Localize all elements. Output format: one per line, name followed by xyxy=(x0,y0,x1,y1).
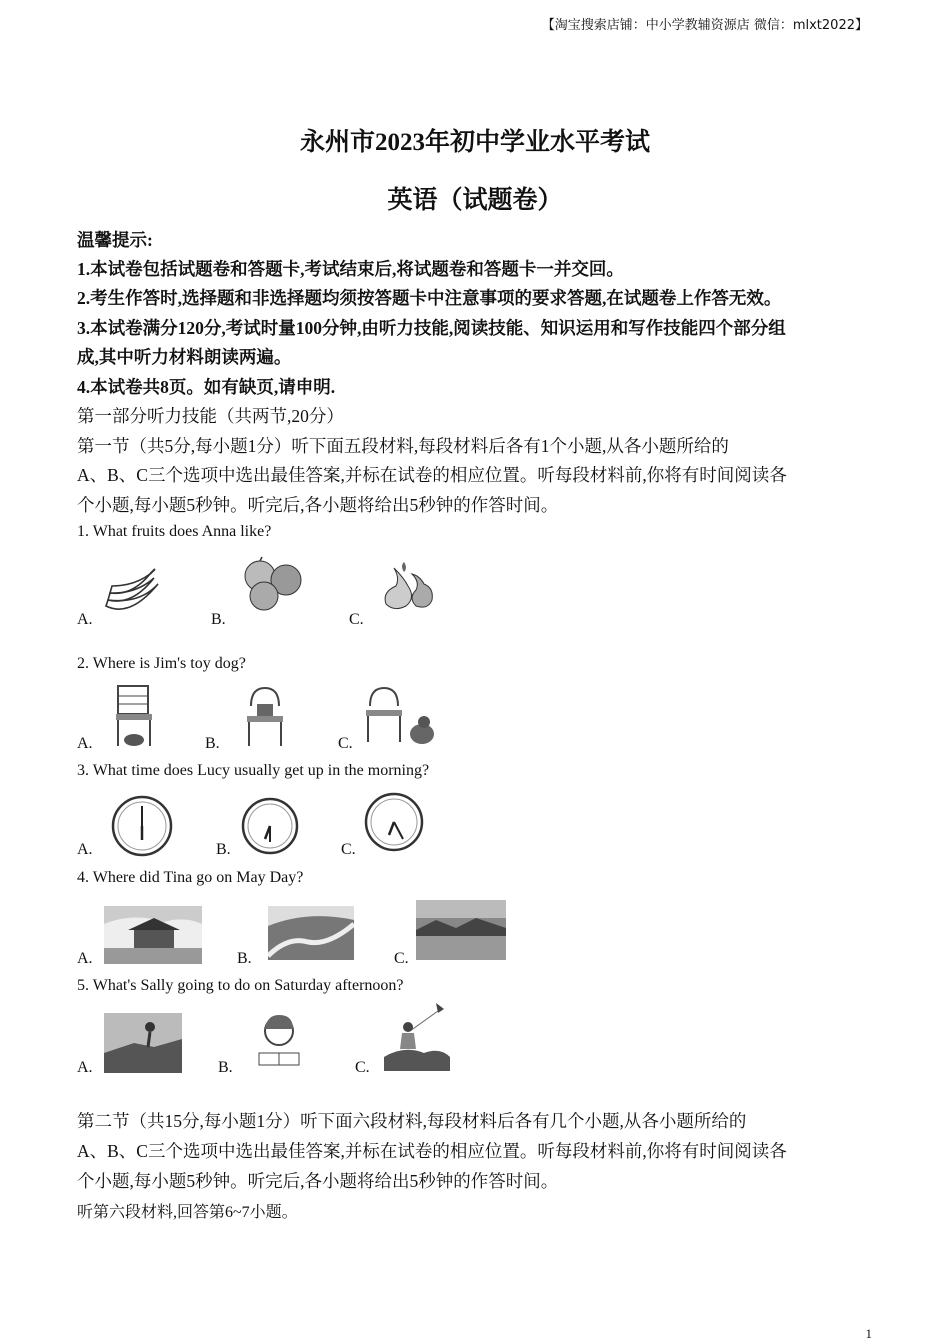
girl-reading-icon xyxy=(253,1011,305,1071)
section2-line-1: 第二节（共15分,每小题1分）听下面六段材料,每段材料后各有几个小题,从各小题所给的 xyxy=(77,1111,747,1131)
question-5: 5. What's Sally going to do on Saturday afternoon? xyxy=(77,977,404,994)
question-2: 2. Where is Jim's toy dog? xyxy=(77,655,246,672)
question-1: 1. What fruits does Anna like? xyxy=(77,523,272,540)
option-4a-label: A. xyxy=(77,950,93,967)
climbing-photo xyxy=(104,1013,182,1073)
tip-2: 2.考生作答时,选择题和非选择题均须按答题卡中注意事项的要求答题,在试题卷上作答无效。 xyxy=(77,288,782,308)
tip-3-cont: 成,其中听力材料朗读两遍。 xyxy=(77,347,292,367)
tiananmen-photo xyxy=(104,906,202,964)
tip-1: 1.本试卷包括试题卷和答题卡,考试结束后,将试题卷和答题卡一并交回。 xyxy=(77,259,624,279)
apples-icon xyxy=(240,556,306,612)
option-1b-label: B. xyxy=(211,611,226,628)
lake-photo xyxy=(416,900,506,960)
clock-b-icon xyxy=(240,796,300,856)
chair-dog-on-icon xyxy=(243,686,288,748)
section1-line-1: 第一节（共5分,每小题1分）听下面五段材料,每段材料后各有1个小题,从各小题所给的 xyxy=(77,436,729,456)
section1-line-3: 个小题,每小题5秒钟。听完后,各小题将给出5秒钟的作答时间。 xyxy=(77,495,559,515)
tips-title: 温馨提示: xyxy=(77,230,153,250)
clock-c-icon xyxy=(363,791,425,853)
option-5b-label: B. xyxy=(218,1059,233,1076)
question-3: 3. What time does Lucy usually get up in the morning? xyxy=(77,762,430,779)
exam-title: 永州市2023年初中学业水平考试 xyxy=(299,129,650,156)
great-wall-photo xyxy=(268,906,354,960)
option-3a-label: A. xyxy=(77,841,93,858)
option-4b-label: B. xyxy=(237,950,252,967)
question-4: 4. Where did Tina go on May Day? xyxy=(77,869,304,886)
tip-3: 3.本试卷满分120分,考试时量100分钟,由听力技能,阅读技能、知识运用和写作技能四个部分组 xyxy=(77,318,786,338)
exam-subtitle: 英语（试题卷） xyxy=(387,187,563,214)
option-1c-label: C. xyxy=(349,611,364,628)
section2-line-2: A、B、C三个选项中选出最佳答案,并标在试卷的相应位置。听每段材料前,你将有时间阅读各 xyxy=(77,1141,787,1161)
clock-a-icon xyxy=(110,794,174,858)
option-2c-label: C. xyxy=(338,735,353,752)
option-5c-label: C. xyxy=(355,1059,370,1076)
page-number: 1 xyxy=(865,1326,872,1341)
chair-dog-beside-icon xyxy=(364,680,442,746)
tip-4: 4.本试卷共8页。如有缺页,请申明. xyxy=(77,377,336,397)
option-5a-label: A. xyxy=(77,1059,93,1076)
chair-dog-under-icon xyxy=(112,684,157,748)
page-header: 【淘宝搜索店铺：中小学教辅资源店 微信：mlxt2022】 xyxy=(541,18,868,33)
option-1a-label: A. xyxy=(77,611,93,628)
section2-note: 听第六段材料,回答第6~7小题。 xyxy=(77,1204,298,1221)
part1-heading: 第一部分听力技能（共两节,20分） xyxy=(77,406,344,426)
option-3c-label: C. xyxy=(341,841,356,858)
section1-line-2: A、B、C三个选项中选出最佳答案,并标在试卷的相应位置。听每段材料前,你将有时间阅读各 xyxy=(77,465,787,485)
option-2a-label: A. xyxy=(77,735,93,752)
pears-icon xyxy=(374,558,436,612)
option-3b-label: B. xyxy=(216,841,231,858)
option-4c-label: C. xyxy=(394,950,409,967)
bananas-icon xyxy=(100,566,165,618)
option-2b-label: B. xyxy=(205,735,220,752)
section2-line-3: 个小题,每小题5秒钟。听完后,各小题将给出5秒钟的作答时间。 xyxy=(77,1171,559,1191)
girl-flying-kite-icon xyxy=(384,1001,450,1071)
